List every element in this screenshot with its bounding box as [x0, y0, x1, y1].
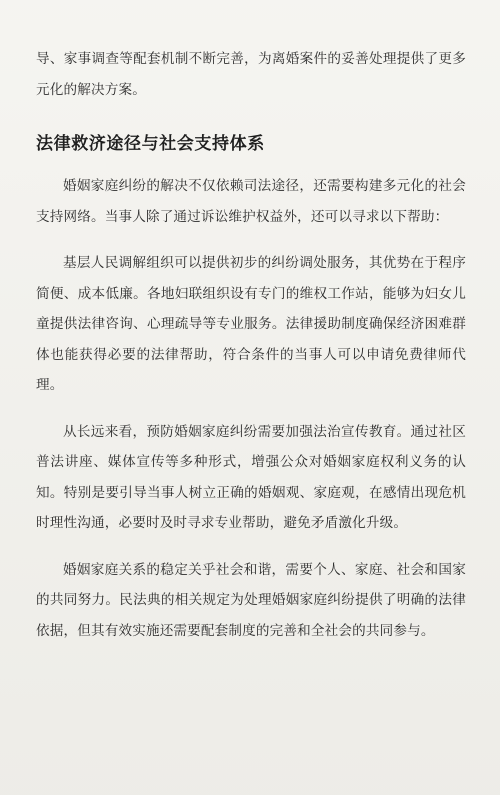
paragraph-2: 基层人民调解组织可以提供初步的纠纷调处服务，其优势在于程序简便、成本低廉。各地妇联组织设有专门的维权工作站，能够为妇女儿童提供法律咨询、心理疏导等专业服务。法律援助制度确保经济困难群体也能获得必要的法律帮助，符合条件的当事人可以申请免费律师代理。: [36, 255, 466, 393]
section-title: 法律救济途径与社会支持体系: [36, 134, 265, 154]
paragraph-4: 婚姻家庭关系的稳定关乎社会和谐，需要个人、家庭、社会和国家的共同努力。民法典的相关规定为处理婚姻家庭纠纷提供了明确的法律依据，但其有效实施还需要配套制度的完善和全社会的共同参与。: [36, 561, 466, 639]
paragraph-3: 从长远来看，预防婚姻家庭纠纷需要加强法治宣传教育。通过社区普法讲座、媒体宣传等多种形式，增强公众对婚姻家庭权利义务的认知。特别是要引导当事人树立正确的婚姻观、家庭观，在感情出现危机时理性沟通，必要时及时寻求专业帮助，避免矛盾激化升级。: [36, 423, 466, 531]
paragraph-1: 婚姻家庭纠纷的解决不仅依赖司法途径，还需要构建多元化的社会支持网络。当事人除了通过诉讼维护权益外，还可以寻求以下帮助：: [36, 178, 466, 225]
intro-continuation-paragraph: 导、家事调查等配套机制不断完善，为离婚案件的妥善处理提供了更多元化的解决方案。: [36, 51, 466, 98]
